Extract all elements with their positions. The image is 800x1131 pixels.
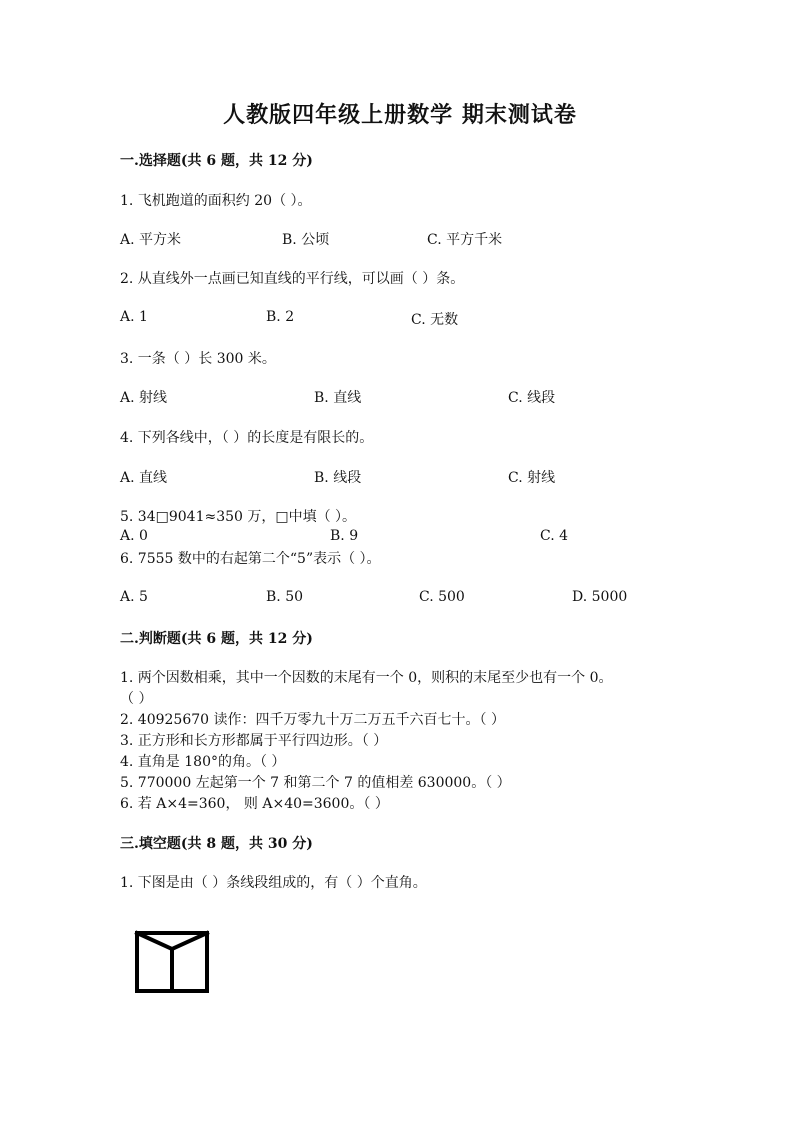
option-a: A. 直线 [120, 470, 168, 486]
option-a: A. 平方米 [120, 232, 182, 248]
option-c: C. 无数 [411, 312, 459, 328]
option-a: A. 射线 [120, 390, 168, 406]
option-d: D. 5000 [572, 589, 628, 605]
figure-left-diagonal [137, 933, 172, 949]
option-c: C. 平方千米 [427, 232, 503, 248]
statement-text: 4. 直角是 180°的角。（ ） [120, 754, 286, 770]
option-c: C. 射线 [508, 470, 556, 486]
question-text: 3. 一条（ ）长 300 米。 [120, 351, 276, 367]
section-heading-fill: 三.填空题(共 8 题，共 30 分) [120, 836, 313, 852]
question-text: 1. 下图是由（ ）条线段组成的，有（ ）个直角。 [120, 875, 427, 891]
question-text: 6. 7555 数中的右起第二个“5”表示（ ）。 [120, 551, 381, 567]
question-text: 1. 飞机跑道的面积约 20（ ）。 [120, 193, 312, 209]
option-a: A. 1 [120, 309, 148, 325]
option-c: C. 线段 [508, 390, 556, 406]
statement-text: 2. 40925670 读作：四千万零九十万二万五千六百七十。（ ） [120, 712, 505, 728]
option-b: B. 直线 [314, 390, 362, 406]
line-segment-figure [133, 929, 213, 999]
option-c: C. 4 [540, 528, 569, 544]
option-b: B. 50 [266, 589, 304, 605]
page-title: 人教版四年级上册数学 期末测试卷 [223, 102, 577, 128]
statement-text: 1. 两个因数相乘，其中一个因数的末尾有一个 0，则积的末尾至少也有一个 0。 [120, 670, 613, 686]
option-b: B. 2 [266, 309, 295, 325]
figure-right-diagonal [172, 933, 207, 949]
statement-text: 6. 若 A×4=360， 则 A×40=3600。（ ） [120, 796, 389, 812]
question-text: 2. 从直线外一点画已知直线的平行线，可以画（ ）条。 [120, 271, 465, 287]
option-b: B. 线段 [314, 470, 362, 486]
section-heading-judgment: 二.判断题(共 6 题，共 12 分) [120, 631, 313, 647]
option-a: A. 0 [120, 528, 148, 544]
question-text: 5. 34□9041≈350 万，□中填（ ）。 [120, 509, 357, 525]
statement-text: 3. 正方形和长方形都属于平行四边形。（ ） [120, 733, 388, 749]
question-text: 4. 下列各线中，（ ）的长度是有限长的。 [120, 430, 374, 446]
statement-text: 5. 770000 左起第一个 7 和第二个 7 的值相差 630000。（ ） [120, 775, 511, 791]
option-b: B. 9 [330, 528, 359, 544]
option-c: C. 500 [419, 589, 465, 605]
answer-blank: （ ） [120, 691, 153, 707]
section-heading-choice: 一.选择题(共 6 题，共 12 分) [120, 153, 313, 169]
option-b: B. 公顷 [282, 232, 330, 248]
option-a: A. 5 [120, 589, 148, 605]
